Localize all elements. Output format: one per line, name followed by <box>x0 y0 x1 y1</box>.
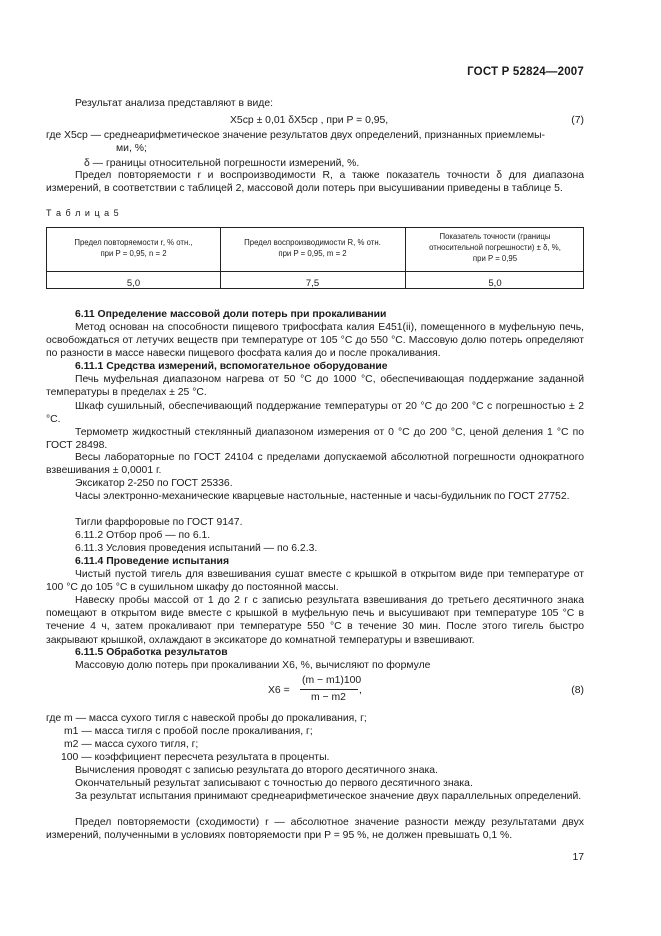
table-header-reproducibility: Предел воспроизводимости R, % отн. при P = 0,95, m = 2 <box>244 238 381 258</box>
method-paragraph: Метод основан на способности пищевого трифосфата калия E451(ii), помещенного в муфельную печь, освобождаться от летучих веществ при температуре от 105 °C до 550 °C. Массовую долю потерь определяют по разности в массе навески пищевого фосфата калия до и после прокаливания. <box>46 322 584 360</box>
where-m2: m2 — масса сухого тигля, г; <box>64 739 199 750</box>
equation-8-number: (8) <box>571 685 584 696</box>
table-cell-accuracy: 5,0 <box>488 278 502 289</box>
procedure-paragraph-2: Навеску пробы массой от 1 до 2 г с записью результата взвешивания до третьего десятичного знака помещают в открытом виде вместе с крышкой в муфельную печь и высушивают при температуре 105 °C в течение 4 ч, затем прокаливают при температуре 550 °C в течение 30 мин. После этого тигель быстро закрывают крышкой, охлаждают в эксикаторе до комнатной температуры и взвешивают. <box>46 595 584 646</box>
equation-8-denominator: m − m2 <box>311 692 346 703</box>
section-6-11-1-title: 6.11.1 Средства измерений, вспомогательное оборудование <box>75 361 388 372</box>
scales-paragraph: Весы лабораторные по ГОСТ 24104 с пределами допускаемой абсолютной погрешности однократного взвешивания ± 0,0001 г. <box>46 452 584 477</box>
where-x5-line: где X5ср — среднеарифметическое значение результатов двух определений, признанных приемлемы- <box>46 130 546 141</box>
where-delta: δ — границы относительной погрешности измерений, %. <box>84 158 360 169</box>
table-header-repeatability: Предел повторяемости r, % отн., при P = 0,95, n = 2 <box>74 238 193 258</box>
section-6-11-4-title: 6.11.4 Проведение испытания <box>75 556 230 567</box>
equation-8-numerator: (m − m1)100 <box>302 675 362 686</box>
crucibles-line: Тигли фарфоровые по ГОСТ 9147. <box>75 517 243 528</box>
section-6-11-3: 6.11.3 Условия проведения испытаний — по 6.2.3. <box>75 543 318 554</box>
table-cell-repeatability: 5,0 <box>126 278 141 289</box>
repeatability-limit: Предел повторяемости (сходимости) r — абсолютное значение разности между результатами двух измерений, полученными в условиях повторяемости при P = 95 %, не должен превышать 0,1 %. <box>46 817 584 842</box>
table-caption: Т а б л и ц а 5 <box>46 208 120 218</box>
where-100: 100 — коэффициент пересчета результата в проценты. <box>61 752 330 763</box>
page-number: 17 <box>572 852 584 863</box>
where-m: где m — масса сухого тигля с навеской пробы до прокаливания, г; <box>46 713 367 724</box>
final-rounding: Окончательный результат записывают с точностью до первого десятичного знака. <box>75 778 473 789</box>
equation-7-number: (7) <box>571 115 584 126</box>
desiccator-line: Эксикатор 2-250 по ГОСТ 25336. <box>75 478 233 489</box>
table-cell-reproducibility: 7,5 <box>305 278 320 289</box>
section-6-11-title: 6.11 Определение массовой доли потерь при прокаливании <box>75 309 387 320</box>
table-header-accuracy: Показатель точности (границы относительной погрешности) ± δ, %, при P = 0,95 <box>429 232 561 263</box>
furnace-paragraph: Печь муфельная диапазоном нагрева от 50 °C до 1000 °C, обеспечивающая поддержание заданной температуры в пределах ± 25 °C. <box>46 374 584 399</box>
procedure-paragraph-1: Чистый пустой тигель для взвешивания сушат вместе с крышкой в открытом виде при температуре от 100 °C до 105 °C в сушильном шкафу до постоянной массы. <box>46 569 584 594</box>
equation-7: X5ср ± 0,01 δX5ср , при P = 0,95, <box>230 115 389 126</box>
result-definition: За результат испытания принимают среднеарифметическое значение двух параллельных определений. <box>75 791 582 802</box>
calc-intro: Массовую долю потерь при прокаливании X6, %, вычисляют по формуле <box>75 660 431 671</box>
equation-8-fraction-bar <box>300 689 358 690</box>
oven-paragraph: Шкаф сушильный, обеспечивающий поддержание температуры от 20 °C до 200 °C с погрешностью ± 2 °C. <box>46 401 584 426</box>
equation-8-comma: , <box>359 685 362 696</box>
document-header: ГОСТ Р 52824—2007 <box>467 66 584 78</box>
clocks-paragraph: Часы электронно-механические кварцевые настольные, настенные и часы-будильник по ГОСТ 27752. <box>75 491 570 502</box>
thermometer-paragraph: Термометр жидкостный стеклянный диапазоном измерения от 0 °C до 200 °C, ценой деления 1 °C по ГОСТ 28498. <box>46 427 584 452</box>
where-x5-cont: ми, %; <box>116 143 147 154</box>
where-m1: m1 — масса тигля с пробой после прокаливания, г; <box>64 726 313 737</box>
section-6-11-2: 6.11.2 Отбор проб — по 6.1. <box>75 530 211 541</box>
table-5 <box>46 227 584 289</box>
equation-8-lhs: X6 = <box>268 685 290 696</box>
limits-paragraph: Предел повторяемости r и воспроизводимости R, а также показатель точности δ для диапазона измерений, в соответствии с таблицей 2, массовой доли потерь при высушивании приведены в таблице 5. <box>46 170 584 195</box>
result-form-text: Результат анализа представляют в виде: <box>75 98 274 109</box>
section-6-11-5-title: 6.11.5 Обработка результатов <box>75 647 228 658</box>
calc-rounding: Вычисления проводят с записью результата до второго десятичного знака. <box>75 765 438 776</box>
